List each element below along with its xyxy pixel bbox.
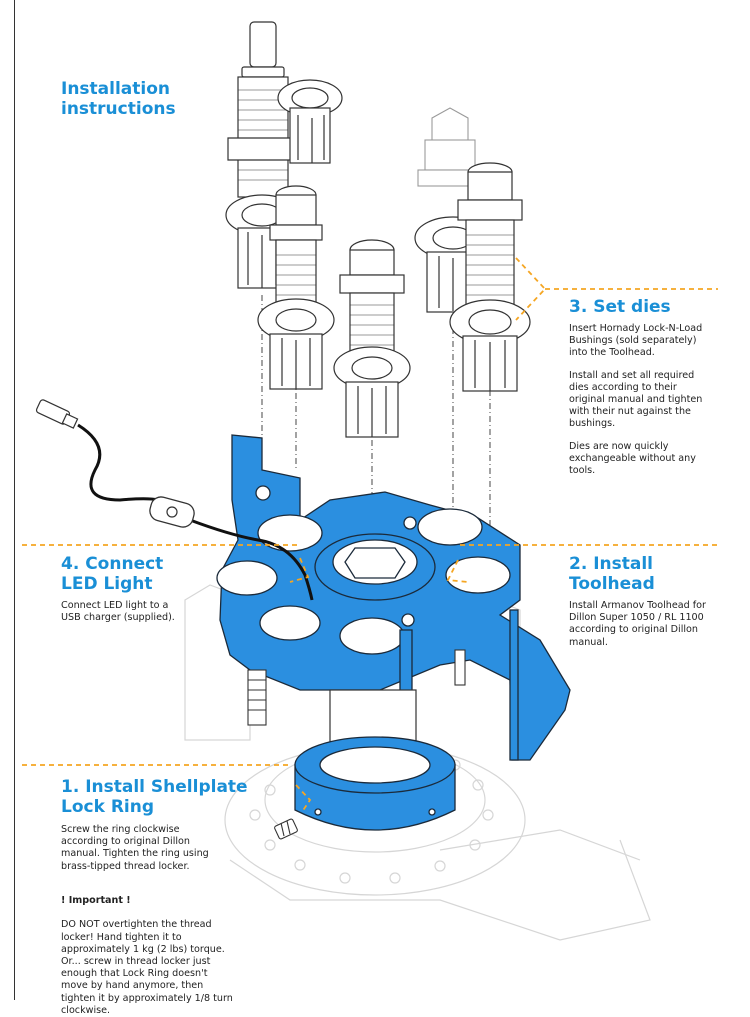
step-4-title (61, 554, 163, 594)
thread-locker-screw (274, 818, 298, 839)
step-2-title-line2: Toolhead (569, 574, 655, 594)
die-left-short (270, 186, 322, 310)
page-title-line2: instructions (61, 99, 176, 119)
step-1-text (61, 824, 261, 1017)
important-label: ! Important ! (61, 895, 131, 907)
step-3-paragraph-3: Dies are now quickly exchangeable without any tools. (569, 440, 696, 477)
step-2-text (569, 600, 744, 659)
step-1-title (61, 777, 248, 817)
step-3-paragraph-2: Install and set all required dies according to their original manual and tighten with their nut against the bushings. (569, 369, 703, 430)
step-4-text (61, 600, 231, 634)
bushing-center (334, 347, 410, 437)
step-3-paragraph-1: Insert Hornady Lock-N-Load Bushings (sold separately) into the Toolhead. (569, 323, 703, 359)
step-3-text (569, 323, 739, 487)
bushing-right-front (450, 300, 530, 391)
step-2-title-line1: 2. Install (569, 554, 654, 574)
bushing-middle-left (258, 299, 334, 389)
page-title-line1: Installation (61, 79, 171, 99)
shellplate-lock-ring (295, 737, 455, 830)
step-1-title-line1: 1. Install Shellplate (61, 777, 248, 797)
die-center (340, 240, 404, 358)
step-1-paragraph: Screw the ring clockwise according to original Dillon manual. Tighten the ring using brass-tipped thread locker. (61, 824, 209, 872)
step-4-title-line1: 4. Connect (61, 554, 164, 574)
step-4-paragraph: Connect LED light to a USB charger (supplied). (61, 600, 175, 624)
step-1-title-line2: Lock Ring (61, 797, 155, 817)
important-text: DO NOT overtighten the thread locker! Hand tighten it to approximately 1 kg (2 lbs) torque. Or... screw in thread locker just enough that Lock Ring doesn't move by hand anymore, then tighten it by approximately 1/8 turn clockwise. (61, 919, 233, 1016)
step-1-important (61, 883, 261, 1017)
step-3-title-text: 3. Set dies (569, 297, 671, 317)
step-2-title (569, 554, 655, 594)
step-3-title (569, 297, 671, 317)
step-4-title-line2: LED Light (61, 574, 153, 594)
page-title (61, 79, 176, 119)
die-right-front (458, 163, 522, 310)
step-2-paragraph: Install Armanov Toolhead for Dillon Super 1050 / RL 1100 according to original Dillon manual. (569, 600, 706, 648)
